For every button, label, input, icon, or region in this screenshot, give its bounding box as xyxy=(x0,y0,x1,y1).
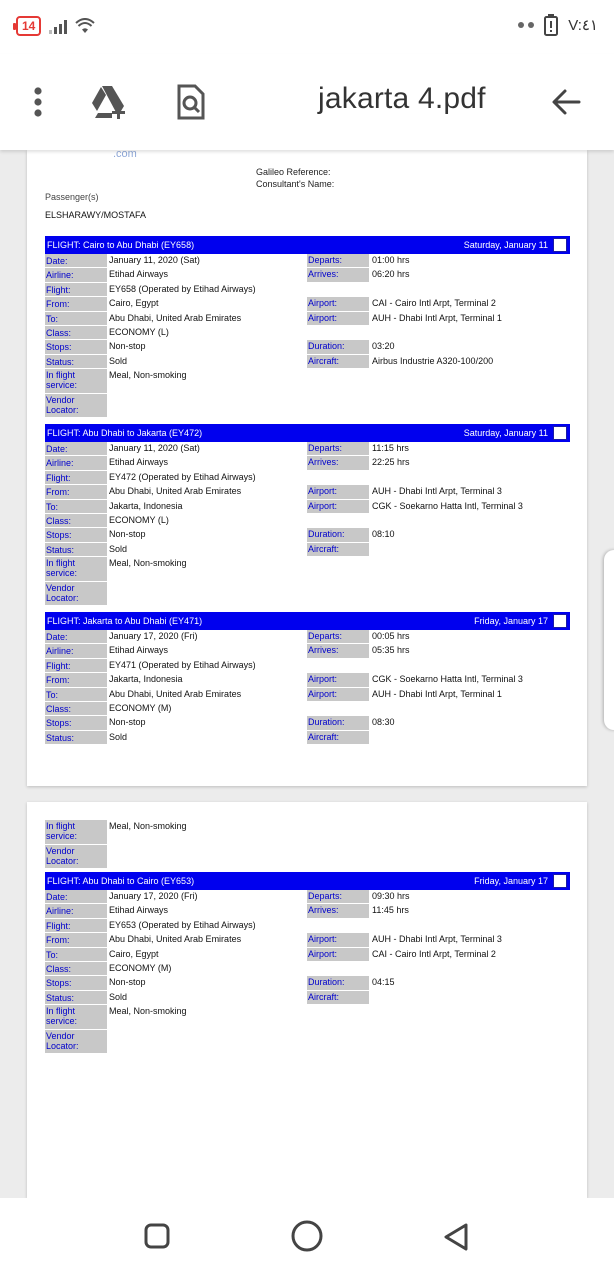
airline-value: Etihad Airways xyxy=(109,457,169,468)
recents-square-icon[interactable] xyxy=(143,1222,171,1255)
find-in-page-icon[interactable] xyxy=(174,80,208,124)
arrives-value: 11:45 hrs xyxy=(372,905,409,916)
aircraft-label: Aircraft: xyxy=(307,731,369,744)
date-label: Date: xyxy=(45,890,107,903)
departs-label: Departs: xyxy=(307,890,369,903)
from-label: From: xyxy=(45,933,107,946)
airport-label: Airport: xyxy=(307,933,369,946)
to-label: To: xyxy=(45,688,107,701)
more-vert-icon[interactable] xyxy=(28,80,48,124)
departs-value: 11:15 hrs xyxy=(372,443,409,453)
flight-block xyxy=(45,424,570,606)
inflight-service-label: In flight service: xyxy=(45,820,107,844)
duration-value: 03:20 xyxy=(372,341,395,352)
airport-to-value: AUH - Dhabi Intl Arpt, Terminal 1 xyxy=(372,312,502,323)
aircraft-value: Airbus Industrie A320-100/200 xyxy=(372,355,494,366)
flight-header-title: FLIGHT: Abu Dhabi to Jakarta (EY472) xyxy=(47,428,203,438)
inflight-service-value: Meal, Non-smoking xyxy=(109,821,187,831)
arrives-label: Arrives: xyxy=(307,644,369,657)
flight-value: EY658 (Operated by Etihad Airways) xyxy=(109,283,256,294)
back-triangle-icon[interactable] xyxy=(442,1222,470,1257)
wifi-icon xyxy=(75,18,95,34)
stops-value: Non-stop xyxy=(109,977,146,988)
date-value: January 17, 2020 (Fri) xyxy=(109,631,198,641)
class-value: ECONOMY (M) xyxy=(109,962,172,973)
calendar-icon xyxy=(553,614,567,628)
duration-label: Duration: xyxy=(307,976,369,989)
airport-label: Airport: xyxy=(307,500,369,513)
to-value: Abu Dhabi, United Arab Emirates xyxy=(109,312,242,323)
flight-header-title: FLIGHT: Abu Dhabi to Cairo (EY653) xyxy=(47,876,195,886)
passenger-label: Passenger(s) xyxy=(45,192,99,202)
inflight-service-label: In flight service: xyxy=(45,369,107,393)
notification-dots-icon xyxy=(518,22,534,28)
calendar-icon xyxy=(553,874,567,888)
flight-value: EY472 (Operated by Etihad Airways) xyxy=(109,471,256,482)
flight-value: EY471 (Operated by Etihad Airways) xyxy=(109,659,256,670)
aircraft-label: Aircraft: xyxy=(307,355,369,368)
from-value: Jakarta, Indonesia xyxy=(109,674,183,685)
consultant-name-label: Consultant's Name: xyxy=(256,179,335,189)
from-value: Abu Dhabi, United Arab Emirates xyxy=(109,486,242,497)
signal-strength-icon xyxy=(49,18,67,34)
home-circle-icon[interactable] xyxy=(290,1222,324,1258)
duration-value: 08:30 xyxy=(372,717,395,728)
departs-value: 00:05 hrs xyxy=(372,631,410,641)
inflight-service-label: In flight service: xyxy=(45,557,107,581)
from-label: From: xyxy=(45,297,107,310)
class-label: Class: xyxy=(45,514,107,527)
to-value: Abu Dhabi, United Arab Emirates xyxy=(109,688,242,699)
departs-value: 09:30 hrs xyxy=(372,891,410,901)
flight-header-date: Saturday, January 11 xyxy=(463,428,548,438)
to-label: To: xyxy=(45,948,107,961)
galileo-info xyxy=(256,166,334,190)
stops-value: Non-stop xyxy=(109,717,146,728)
date-value: January 11, 2020 (Sat) xyxy=(109,255,200,265)
date-label: Date: xyxy=(45,630,107,643)
status-label: Status: xyxy=(45,355,107,368)
duration-label: Duration: xyxy=(307,528,369,541)
from-value: Cairo, Egypt xyxy=(109,298,159,309)
drive-add-icon[interactable] xyxy=(90,80,130,124)
class-value: ECONOMY (L) xyxy=(109,326,169,337)
flight-header-title: FLIGHT: Jakarta to Abu Dhabi (EY471) xyxy=(47,616,203,626)
class-label: Class: xyxy=(45,702,107,715)
inflight-service-value: Meal, Non-smoking xyxy=(109,558,187,569)
stops-label: Stops: xyxy=(45,528,107,541)
status-label: Status: xyxy=(45,543,107,556)
airline-label: Airline: xyxy=(45,268,107,281)
to-label: To: xyxy=(45,312,107,325)
flight-label: Flight: xyxy=(45,283,107,296)
logo-fragment: .com xyxy=(113,150,137,160)
airport-to-value: CAI - Cairo Intl Arpt, Terminal 2 xyxy=(372,948,496,959)
calendar-icon xyxy=(553,238,567,252)
airport-label: Airport: xyxy=(307,297,369,310)
passenger-name: ELSHARAWY/MOSTAFA xyxy=(45,210,147,220)
departs-label: Departs: xyxy=(307,442,369,455)
status-value: Sold xyxy=(109,731,128,742)
aircraft-label: Aircraft: xyxy=(307,991,369,1004)
airport-label: Airport: xyxy=(307,688,369,701)
flight-header xyxy=(45,236,570,254)
system-nav-bar xyxy=(0,1198,614,1280)
vendor-locator-label: Vendor Locator: xyxy=(45,845,107,869)
status-label: Status: xyxy=(45,991,107,1004)
status-value: Sold xyxy=(109,355,128,366)
status-value: Sold xyxy=(109,991,128,1002)
arrives-value: 06:20 hrs xyxy=(372,269,410,280)
flight-label: Flight: xyxy=(45,659,107,672)
inflight-service-label: In flight service: xyxy=(45,1005,107,1029)
airline-label: Airline: xyxy=(45,904,107,917)
arrives-value: 05:35 hrs xyxy=(372,645,410,656)
arrives-label: Arrives: xyxy=(307,268,369,281)
airport-from-value: AUH - Dhabi Intl Arpt, Terminal 3 xyxy=(372,486,502,497)
departs-label: Departs: xyxy=(307,254,369,267)
to-value: Jakarta, Indonesia xyxy=(109,500,183,511)
class-label: Class: xyxy=(45,962,107,975)
back-arrow-icon[interactable] xyxy=(548,80,584,124)
flight-header xyxy=(45,872,570,890)
date-value: January 11, 2020 (Sat) xyxy=(109,443,200,453)
airport-to-value: CGK - Soekarno Hatta Intl, Terminal 3 xyxy=(372,500,523,511)
airport-from-value: CAI - Cairo Intl Arpt, Terminal 2 xyxy=(372,298,496,309)
inflight-service-value: Meal, Non-smoking xyxy=(109,370,187,381)
class-value: ECONOMY (M) xyxy=(109,702,172,713)
flight-block xyxy=(45,612,570,745)
stops-value: Non-stop xyxy=(109,341,146,352)
class-label: Class: xyxy=(45,326,107,339)
departs-value: 01:00 hrs xyxy=(372,255,410,265)
battery-alert-icon xyxy=(544,14,558,36)
from-label: From: xyxy=(45,673,107,686)
vendor-locator-label: Vendor Locator: xyxy=(45,394,107,418)
status-value: Sold xyxy=(109,543,128,554)
status-label: Status: xyxy=(45,731,107,744)
vendor-locator-label: Vendor Locator: xyxy=(45,1030,107,1054)
to-label: To: xyxy=(45,500,107,513)
class-value: ECONOMY (L) xyxy=(109,514,169,525)
airport-label: Airport: xyxy=(307,673,369,686)
duration-label: Duration: xyxy=(307,340,369,353)
date-label: Date: xyxy=(45,254,107,267)
flight-block xyxy=(45,236,570,418)
arrives-label: Arrives: xyxy=(307,904,369,917)
flight-block-continued xyxy=(45,820,570,869)
duration-value: 08:10 xyxy=(372,529,395,540)
flight-block xyxy=(45,872,570,1054)
airport-from-value: CGK - Soekarno Hatta Intl, Terminal 3 xyxy=(372,674,523,685)
battery-level-badge: 14 xyxy=(16,16,41,36)
airline-value: Etihad Airways xyxy=(109,269,169,280)
airport-label: Airport: xyxy=(307,948,369,961)
airline-label: Airline: xyxy=(45,456,107,469)
scroll-handle[interactable] xyxy=(604,550,614,730)
airline-value: Etihad Airways xyxy=(109,905,169,916)
top-app-bar xyxy=(0,54,614,150)
document-title: jakarta 4.pdf xyxy=(318,82,486,115)
departs-label: Departs: xyxy=(307,630,369,643)
stops-label: Stops: xyxy=(45,716,107,729)
flight-header-title: FLIGHT: Cairo to Abu Dhabi (EY658) xyxy=(47,240,195,250)
flight-header-date: Friday, January 17 xyxy=(474,616,548,626)
galileo-reference-label: Galileo Reference: xyxy=(256,167,331,177)
status-bar xyxy=(0,0,614,54)
stops-value: Non-stop xyxy=(109,529,146,540)
flight-value: EY653 (Operated by Etihad Airways) xyxy=(109,919,256,930)
flight-label: Flight: xyxy=(45,471,107,484)
flight-header xyxy=(45,612,570,630)
pdf-viewport[interactable] xyxy=(0,150,614,1198)
duration-label: Duration: xyxy=(307,716,369,729)
pdf-page-1 xyxy=(27,150,587,786)
calendar-icon xyxy=(553,426,567,440)
airport-to-value: AUH - Dhabi Intl Arpt, Terminal 1 xyxy=(372,688,502,699)
stops-label: Stops: xyxy=(45,340,107,353)
date-label: Date: xyxy=(45,442,107,455)
to-value: Cairo, Egypt xyxy=(109,948,159,959)
from-value: Abu Dhabi, United Arab Emirates xyxy=(109,934,242,945)
airline-value: Etihad Airways xyxy=(109,645,169,656)
flight-label: Flight: xyxy=(45,919,107,932)
clock: V:٤١ xyxy=(568,17,598,34)
flight-header-date: Saturday, January 11 xyxy=(463,240,548,250)
from-label: From: xyxy=(45,485,107,498)
arrives-label: Arrives: xyxy=(307,456,369,469)
flight-header xyxy=(45,424,570,442)
airport-label: Airport: xyxy=(307,485,369,498)
flight-header-date: Friday, January 17 xyxy=(474,876,548,886)
duration-value: 04:15 xyxy=(372,977,395,988)
vendor-locator-label: Vendor Locator: xyxy=(45,582,107,606)
airline-label: Airline: xyxy=(45,644,107,657)
arrives-value: 22:25 hrs xyxy=(372,457,410,468)
aircraft-label: Aircraft: xyxy=(307,543,369,556)
stops-label: Stops: xyxy=(45,976,107,989)
date-value: January 17, 2020 (Fri) xyxy=(109,891,198,901)
inflight-service-value: Meal, Non-smoking xyxy=(109,1006,187,1017)
pdf-page-2 xyxy=(27,802,587,1198)
airport-label: Airport: xyxy=(307,312,369,325)
airport-from-value: AUH - Dhabi Intl Arpt, Terminal 3 xyxy=(372,934,502,945)
